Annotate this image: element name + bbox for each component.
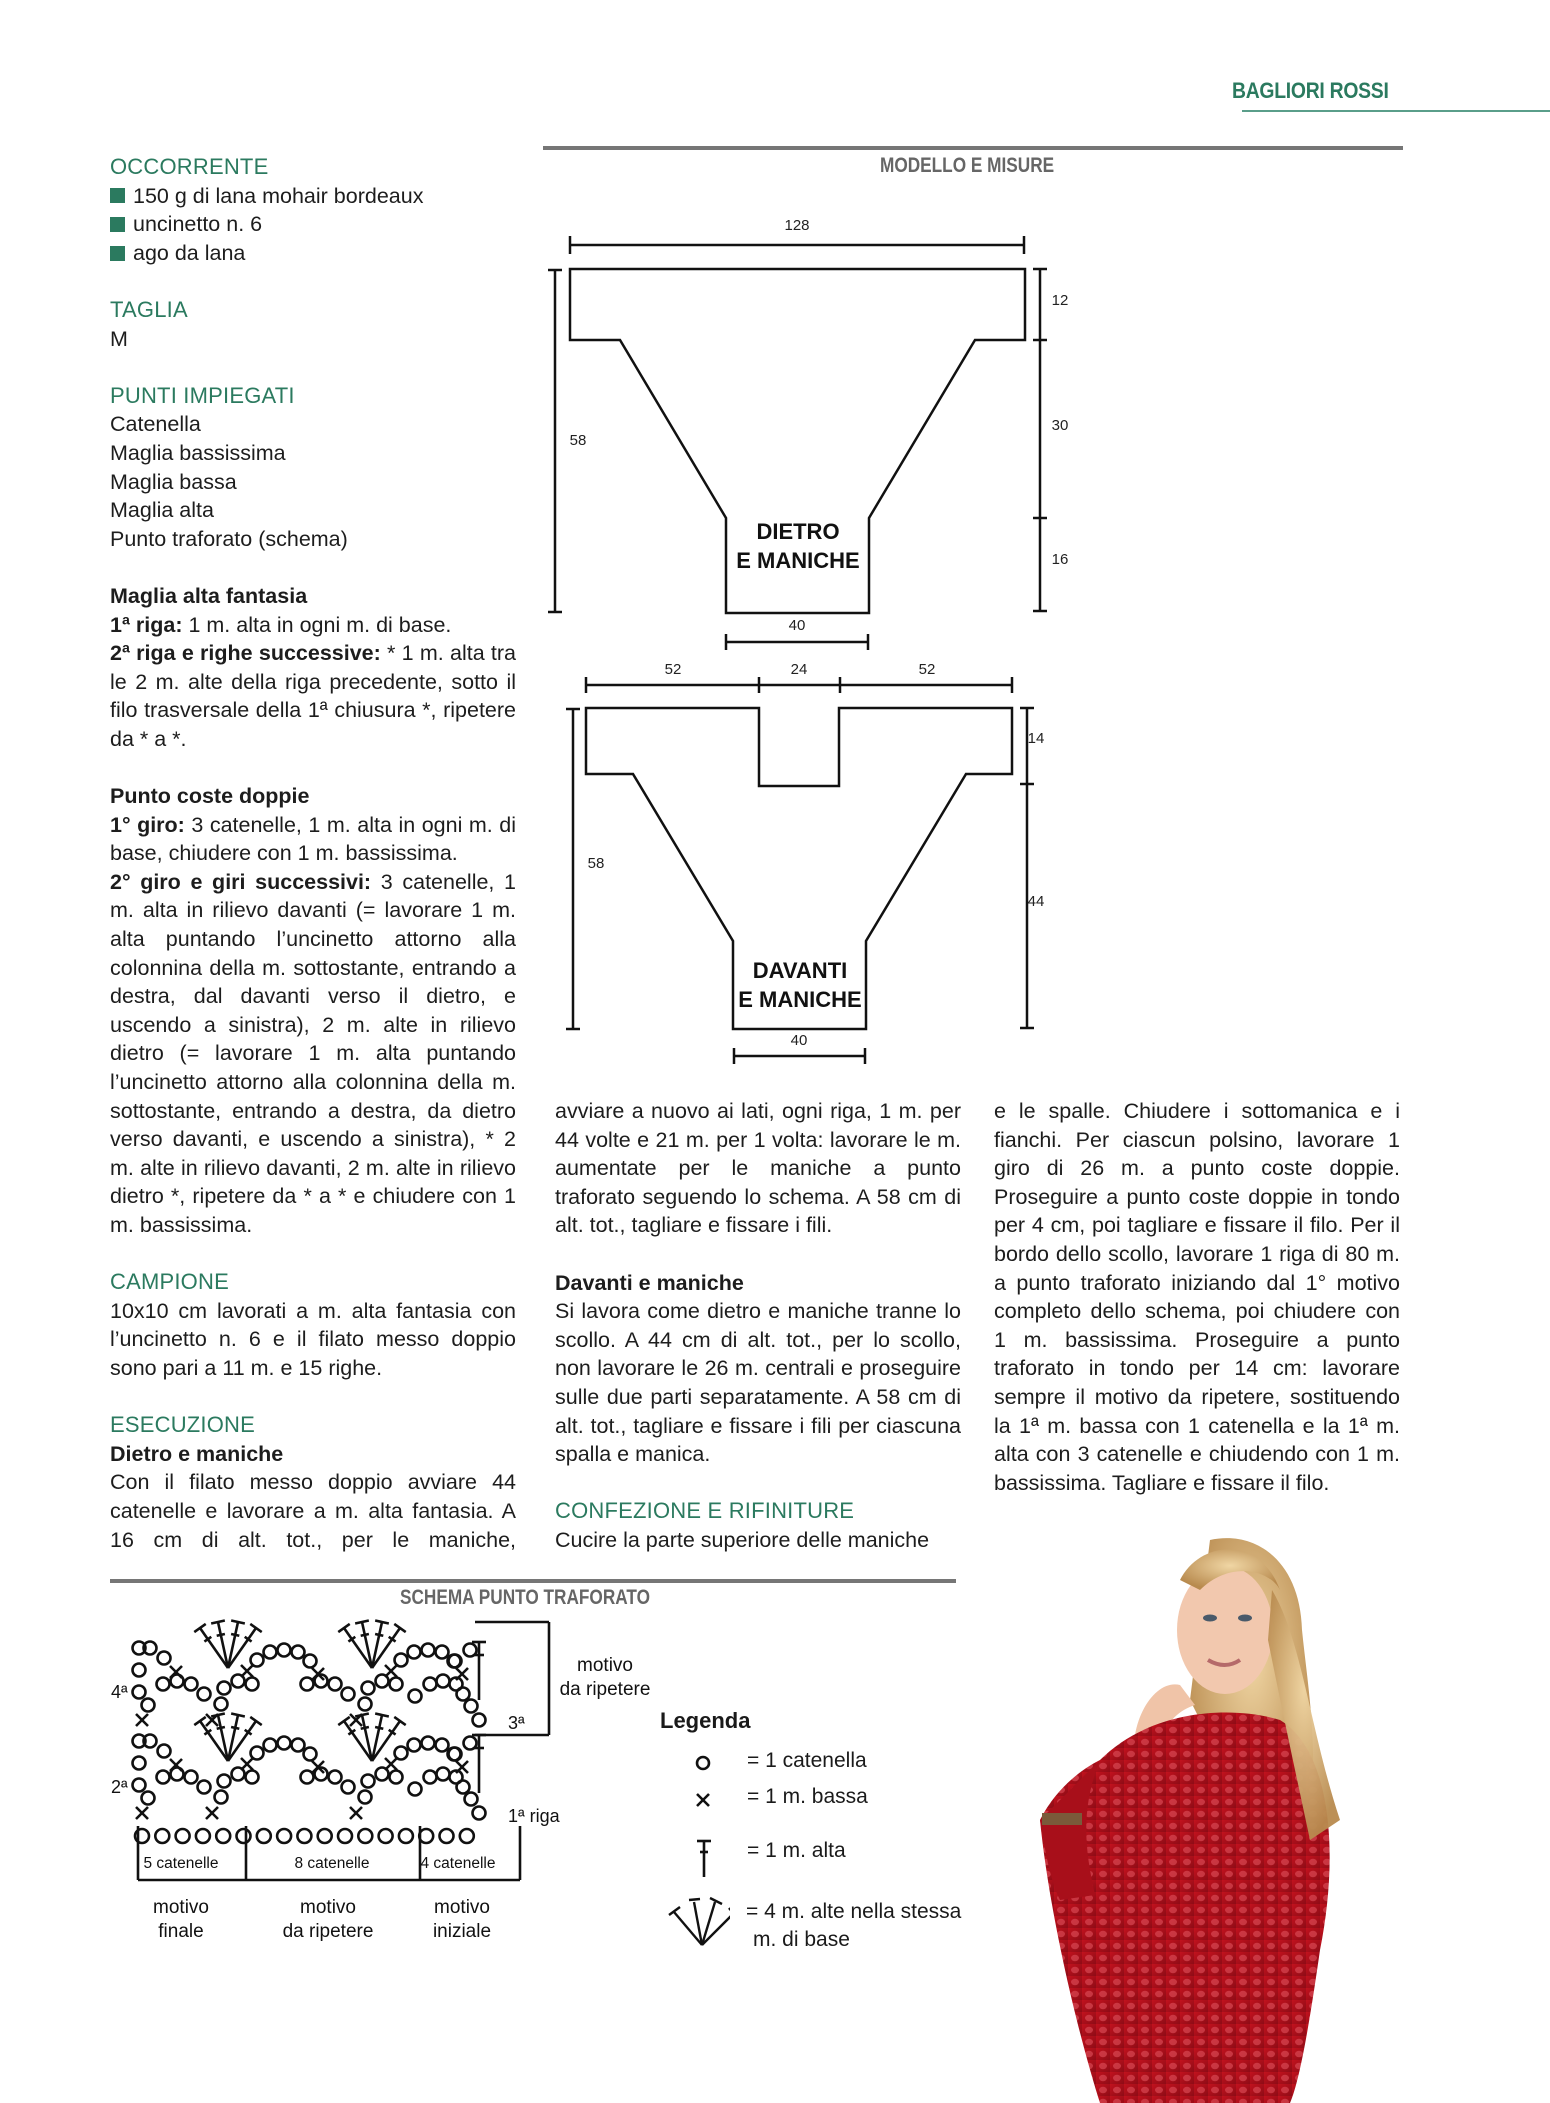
chain-stitch-icon — [390, 1771, 403, 1784]
chain-stitch-icon — [342, 1781, 355, 1794]
taglia-heading: TAGLIA — [110, 296, 188, 322]
chain-stitch-icon — [171, 1768, 184, 1781]
materials-item: 150 g di lana mohair bordeaux — [110, 182, 516, 211]
stitch-item: Maglia bassissima — [110, 440, 286, 465]
chain-stitch-icon — [304, 1748, 317, 1761]
chain-stitch-icon — [376, 1675, 389, 1688]
chain-stitch-icon — [395, 1747, 408, 1760]
chain-stitch-icon — [185, 1678, 198, 1691]
motif-label-3a: motivo — [434, 1897, 490, 1918]
dim-label-58-davanti: 58 — [587, 855, 605, 872]
single-crochet-icon — [206, 1807, 218, 1819]
row-label-3: 3ª — [508, 1713, 525, 1733]
legend-item-catenella: = 1 catenella — [747, 1749, 867, 1772]
chain-stitch-icon — [359, 1791, 372, 1804]
chain-stitch-icon — [292, 1646, 305, 1659]
dietro-label-2: E MANICHE — [736, 548, 860, 573]
motif-label-2b: da ripetere — [282, 1921, 374, 1942]
foundation-chain-icon — [176, 1829, 190, 1843]
dim-label-40-davanti: 40 — [790, 1032, 808, 1049]
foundation-chain-icon — [399, 1829, 413, 1843]
chain-stitch-icon — [232, 1675, 245, 1688]
chain-stitch-icon — [292, 1739, 305, 1752]
chain-stitch-icon — [133, 1779, 146, 1792]
legend-item-shell-2: m. di base — [753, 1928, 850, 1951]
repeat-label-2: da ripetere — [559, 1679, 651, 1700]
modello-title: MODELLO E MISURE — [880, 154, 1055, 177]
maglia-alta-fantasia-heading: Maglia alta fantasia — [110, 583, 308, 608]
chain-stitch-icon — [424, 1771, 437, 1784]
chain-stitch-icon — [232, 1768, 245, 1781]
chain-stitch-icon — [436, 1739, 449, 1752]
campione-text: 10x10 cm lavorati a m. alta fantasia con l’uncinetto n. 6 e il filato messo doppio sono pari a 11 m. e 15 righe. — [110, 1298, 516, 1380]
chain-stitch-icon — [457, 1781, 470, 1794]
motif-label-2a: motivo — [300, 1897, 356, 1918]
foundation-chain-icon — [257, 1829, 271, 1843]
chain-stitch-icon — [437, 1675, 450, 1688]
foundation-chain-icon — [440, 1829, 454, 1843]
double-crochet-icon — [472, 1642, 486, 1700]
row-label-4: 4ª — [111, 1682, 128, 1702]
dietro-label-1: DIETRO — [756, 519, 840, 544]
chain-stitch-icon — [329, 1678, 342, 1691]
confezione-heading: CONFEZIONE E RIFINITURE — [555, 1498, 855, 1524]
motif-label-3b: iniziale — [432, 1921, 492, 1942]
dim-label-52-right: 52 — [918, 661, 936, 678]
single-crochet-x-icon — [697, 1794, 709, 1806]
single-crochet-icon — [136, 1714, 148, 1726]
taglia-value: M — [110, 326, 128, 351]
chain-stitch-icon — [251, 1747, 264, 1760]
chain-stitch-icon — [395, 1654, 408, 1667]
schema-title: SCHEMA PUNTO TRAFORATO — [400, 1586, 651, 1609]
chain-stitch-icon — [185, 1771, 198, 1784]
chain-stitch-icon — [409, 1783, 422, 1796]
red-sweater — [1040, 1713, 1330, 2103]
dim-label-58: 58 — [569, 432, 587, 449]
eye — [1238, 1615, 1252, 1622]
chain-stitch-icon — [218, 1682, 231, 1695]
dim-label-44: 44 — [1027, 893, 1045, 910]
chain-stitch-icon — [246, 1678, 259, 1691]
chain-stitch-icon — [278, 1644, 291, 1657]
eye — [1203, 1615, 1217, 1622]
davanti-label-1: DAVANTI — [752, 958, 848, 983]
punto-coste-heading: Punto coste doppie — [110, 784, 310, 809]
foundation-chain-icon — [297, 1829, 311, 1843]
legend-item-bassa: = 1 m. bassa — [747, 1785, 868, 1808]
chain-stitch-icon — [133, 1757, 146, 1770]
row-label-1: 1ª riga — [508, 1806, 560, 1826]
stitch-item: Catenella — [110, 412, 201, 437]
materials-item: uncinetto n. 6 — [110, 210, 516, 239]
chain-stitch-icon — [390, 1678, 403, 1691]
dim-label-40: 40 — [788, 617, 806, 634]
foundation-chain-icon — [196, 1829, 210, 1843]
dim-label-12: 12 — [1051, 292, 1069, 309]
chain-stitch-icon — [422, 1644, 435, 1657]
stitch-item: Maglia alta — [110, 498, 214, 523]
shell-fan-icon — [669, 1898, 730, 1945]
chain-stitch-icon — [304, 1655, 317, 1668]
chain-stitch-icon — [342, 1688, 355, 1701]
model-photo — [1040, 1520, 1400, 2103]
single-crochet-icon — [136, 1807, 148, 1819]
punti-heading: PUNTI IMPIEGATI — [110, 382, 295, 408]
chain-stitch-icon — [158, 1652, 171, 1665]
double-crochet-t-icon — [697, 1841, 711, 1877]
chain-stitch-icon — [215, 1791, 228, 1804]
campione-heading: CAMPIONE — [110, 1269, 229, 1295]
foundation-chain-icon — [277, 1829, 291, 1843]
davanti-text: Si lavora come dietro e maniche tranne lo scollo. A 44 cm di alt. tot., per lo scollo, non lavorare le 26 m. centrali e proseguire sulle due parti separatamente. A 58 cm di alt. tot., tagliare e fissare i fili per ciascuna spalla e manica. — [555, 1299, 961, 1467]
running-head-title: BAGLIORI ROSSI — [1232, 78, 1389, 103]
repeat-label-1: motivo — [577, 1655, 633, 1676]
chain-stitch-icon — [465, 1793, 478, 1806]
chain-stitch-icon — [218, 1775, 231, 1788]
chain-stitch-icon — [133, 1664, 146, 1677]
chain-stitch-icon — [362, 1682, 375, 1695]
chain-stitch-icon — [329, 1771, 342, 1784]
chain-stitch-icon — [359, 1698, 372, 1711]
confezione-text-b: e le spalle. Chiudere i sottomanica e i fianchi. Per ciascun polsino, lavorare 1 giro di 26 m. a punto coste doppie. Proseguire a punto coste doppie in tondo per 4 cm, poi tagliare e fissare il filo. Per il bordo dello scollo, lavorare 1 riga di 80 m. a punto traforato iniziando dal 1° motivo completo dello schema, poi chiudere con 1 m. bassissima. Proseguire a punto traforato in tondo per 14 cm: lavorare sempre il motivo da ripetere, sostituendo la 1ª m. bassa con 1 catenella e la 1ª m. alta con 3 catenelle e chiudendo con 1 m. bassissima. Tagliare e fissare il filo. — [994, 1099, 1400, 1495]
foundation-chain-icon — [318, 1829, 332, 1843]
chain-stitch-icon — [376, 1768, 389, 1781]
legend-symbols — [650, 1740, 730, 1980]
dim-label-16: 16 — [1051, 551, 1069, 568]
chain-stitch-icon — [424, 1678, 437, 1691]
foundation-chain-icon — [216, 1829, 230, 1843]
row-label-2: 2ª — [111, 1777, 128, 1797]
chain-stitch-icon — [473, 1714, 486, 1727]
chain-stitch-icon — [362, 1775, 375, 1788]
dietro-text-b: avviare a nuovo ai lati, ogni riga, 1 m. per 44 volte e 21 m. per 1 volta: lavorare le m. aumentate per le maniche a punto traforato seguendo lo schema. A 58 cm di alt. tot., tagliare e fissare i fili. — [555, 1099, 961, 1238]
chain-stitch-icon — [198, 1781, 211, 1794]
chain-stitch-icon — [198, 1688, 211, 1701]
dietro-heading: Dietro e maniche — [110, 1441, 284, 1466]
davanti-label-2: E MANICHE — [738, 987, 862, 1012]
dim-label-30: 30 — [1051, 417, 1069, 434]
chain-stitch-icon — [157, 1678, 170, 1691]
chain-stitch-icon — [158, 1745, 171, 1758]
foundation-chain-icon — [419, 1829, 433, 1843]
base-count-2: 8 catenelle — [294, 1855, 370, 1872]
chain-stitch-icon — [171, 1675, 184, 1688]
base-count-1: 5 catenelle — [143, 1855, 219, 1872]
esecuzione-heading: ESECUZIONE — [110, 1412, 256, 1438]
chain-stitch-icon — [264, 1646, 277, 1659]
bracelet — [1042, 1813, 1082, 1825]
chain-stitch-icon — [408, 1739, 421, 1752]
foundation-chain-icon — [358, 1829, 372, 1843]
chain-stitch-icon — [457, 1688, 470, 1701]
chain-stitch-icon — [246, 1771, 259, 1784]
dim-label-24: 24 — [790, 661, 808, 678]
foundation-chain-icon — [379, 1829, 393, 1843]
chain-stitch-icon — [278, 1737, 291, 1750]
stitch-item: Punto traforato (schema) — [110, 526, 348, 551]
maglia-alta-r2: 2ª riga e righe successive: * 1 m. alta tra le 2 m. alte della riga precedente, sotto il filo trasversale della 1ª chiusura *, ripetere da * a *. — [110, 641, 516, 751]
double-crochet-icon — [472, 1735, 486, 1793]
punto-coste-g2: 2° giro e giri successivi: 3 catenelle, 1 m. alta in rilievo davanti (= lavorare 1 m. alta puntando l’uncinetto attorno alla colonnina della m. sottostante, entrando a destra, dal davanti verso il dietro, e uscendo a sinistra), 2 m. alte in rilievo dietro (= lavorare 1 m. alta puntando l’uncinetto attorno alla colonnina della m. sottostante, entrando a destra, da dietro verso davanti, e uscendo a sinistra), * 2 m. alte in rilievo davanti, 2 m. alte in rilievo dietro *, ripetere da * a * e chiudere con 1 m. bassissima. — [110, 869, 517, 1237]
chain-stitch-icon — [436, 1646, 449, 1659]
chain-circle-icon — [697, 1757, 709, 1769]
maglia-alta-r1: 1ª riga: 1 m. alta in ogni m. di base. — [110, 612, 452, 637]
dim-label-14: 14 — [1027, 730, 1045, 747]
stitch-item: Maglia bassa — [110, 469, 237, 494]
foundation-chain-icon — [338, 1829, 352, 1843]
foundation-chain-icon — [155, 1829, 169, 1843]
motif-label-1b: finale — [158, 1921, 204, 1942]
chain-stitch-icon — [142, 1792, 155, 1805]
punto-coste-g1: 1° giro: 3 catenelle, 1 m. alta in ogni m. di base, chiudere con 1 m. bassissima. — [110, 812, 516, 866]
legend-item-shell: = 4 m. alte nella stessa — [746, 1900, 962, 1923]
dim-label-52-left: 52 — [664, 661, 682, 678]
legend-title: Legenda — [660, 1708, 751, 1733]
dim-label-128: 128 — [784, 217, 810, 234]
chain-stitch-icon — [215, 1698, 228, 1711]
chain-stitch-icon — [409, 1690, 422, 1703]
single-crochet-icon — [350, 1807, 362, 1819]
occorrente-heading: OCCORRENTE — [110, 154, 269, 179]
chain-stitch-icon — [465, 1700, 478, 1713]
materials-item: ago da lana — [110, 239, 516, 268]
chain-stitch-icon — [142, 1699, 155, 1712]
foundation-chain-icon — [460, 1829, 474, 1843]
confezione-text-a: Cucire la parte superiore delle maniche — [555, 1527, 930, 1552]
foundation-chain-icon — [237, 1829, 251, 1843]
dietro-text-a: Con il filato messo doppio avviare 44 catenelle e lavorare a m. alta fantasia. A 16 cm di alt. tot., per le maniche, — [110, 1470, 516, 1552]
chain-stitch-icon — [157, 1771, 170, 1784]
legend-item-alta: = 1 m. alta — [747, 1839, 846, 1862]
chain-stitch-icon — [422, 1737, 435, 1750]
base-count-3: 4 catenelle — [420, 1855, 496, 1872]
chain-stitch-icon — [473, 1807, 486, 1820]
motif-label-1a: motivo — [153, 1897, 209, 1918]
davanti-heading: Davanti e maniche — [555, 1270, 744, 1295]
chain-stitch-icon — [408, 1646, 421, 1659]
chain-stitch-icon — [133, 1686, 146, 1699]
chain-stitch-icon — [437, 1768, 450, 1781]
chain-stitch-icon — [264, 1739, 277, 1752]
chain-stitch-icon — [251, 1654, 264, 1667]
